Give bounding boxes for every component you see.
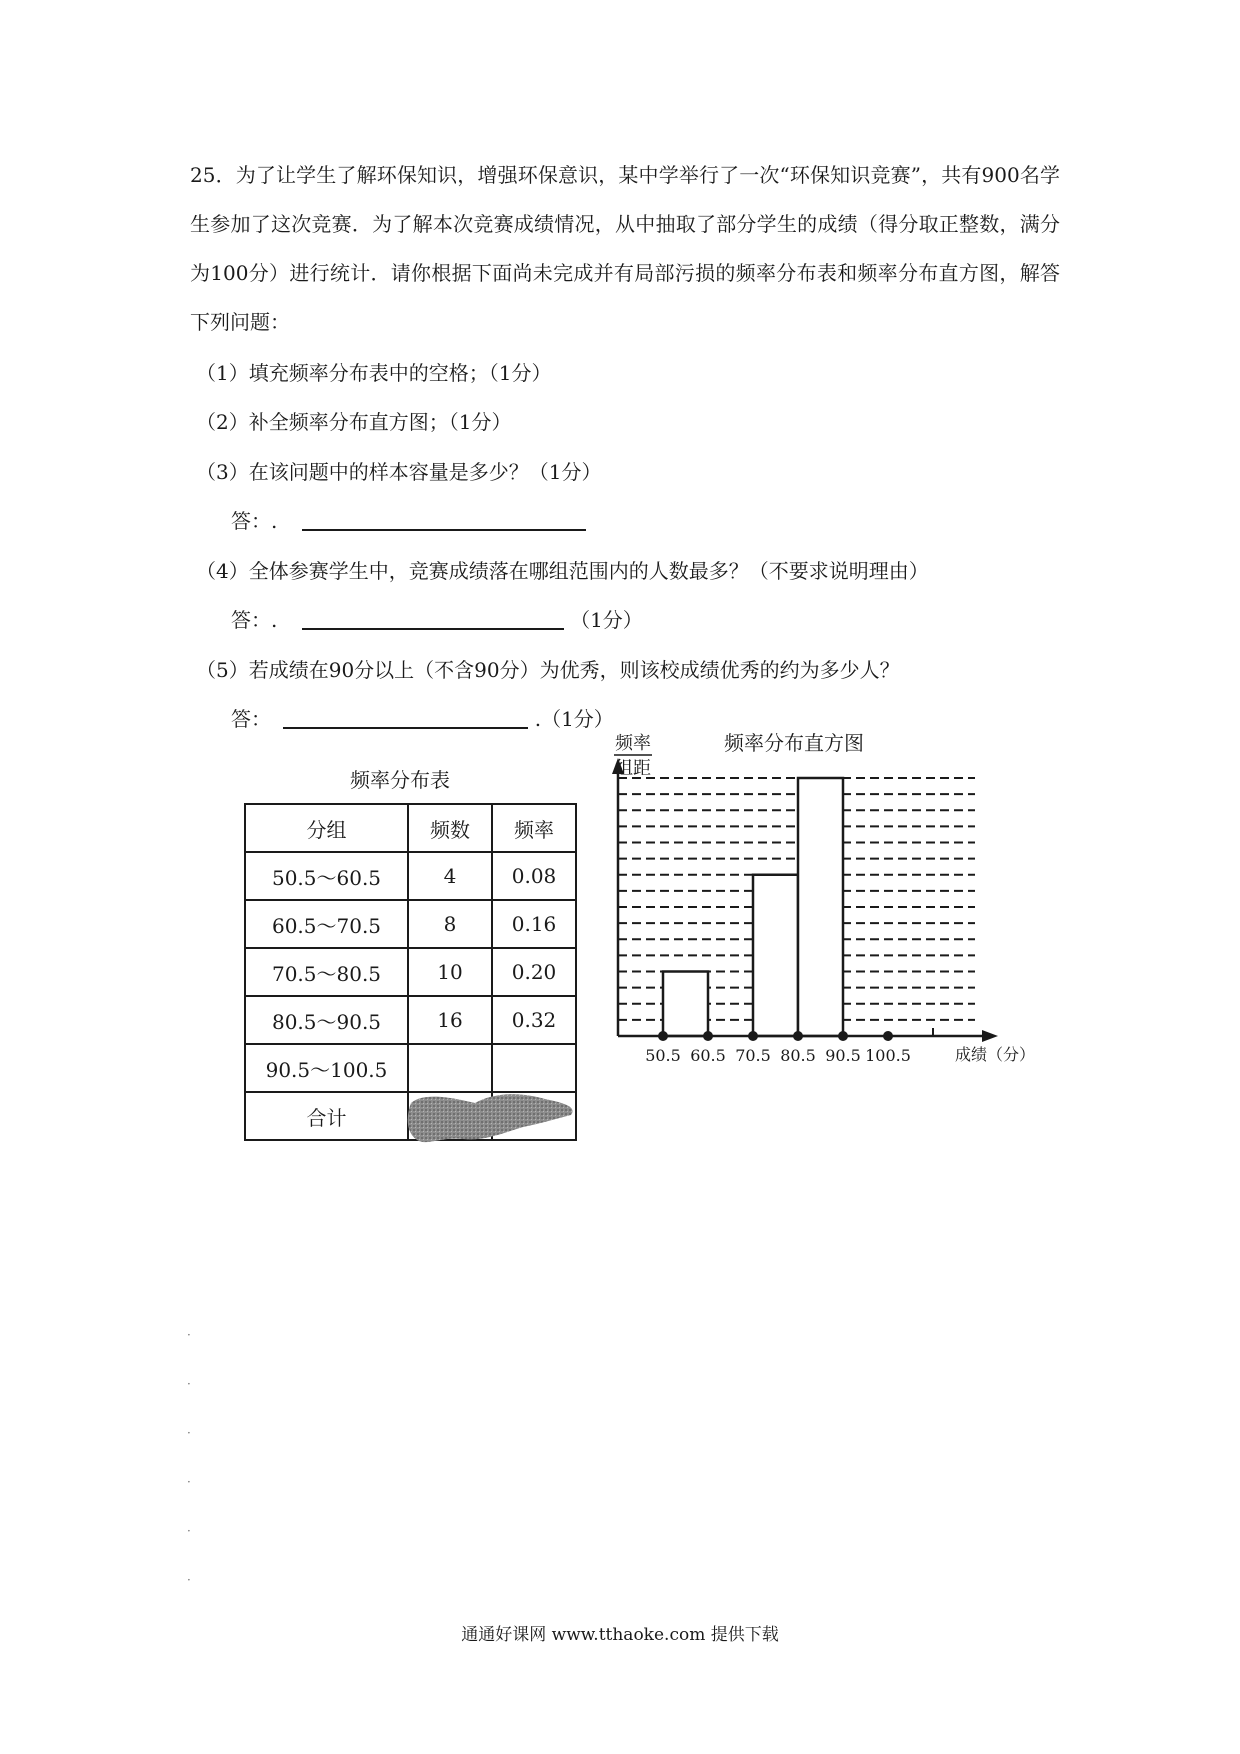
question-1: （1）填充频率分布表中的空格；（1分） <box>196 361 552 385</box>
cell-frequency: 0.16 <box>492 900 576 948</box>
question-5: （5）若成绩在90分以上（不含90分）为优秀，则该校成绩优秀的约为多少人？ <box>196 658 900 682</box>
x-tick-label: 60.5 <box>690 1046 726 1065</box>
y-label-denominator: 组距 <box>615 758 651 779</box>
x-tick-dot <box>658 1031 668 1041</box>
cell-count: 8 <box>408 900 492 948</box>
histogram-bar <box>798 778 843 1036</box>
header-group: 分组 <box>245 804 408 852</box>
question-3: （3）在该问题中的样本容量是多少？（1分） <box>196 460 602 484</box>
cell-count: 10 <box>408 948 492 996</box>
cell-count: 4 <box>408 852 492 900</box>
header-count: 频数 <box>408 804 492 852</box>
x-tick-label: 90.5 <box>825 1046 861 1065</box>
histogram-bar <box>663 972 708 1037</box>
margin-dot: · <box>187 1524 191 1538</box>
x-tick-label: 50.5 <box>645 1046 681 1065</box>
cell-group: 50.5～60.5 <box>245 852 408 900</box>
x-tick-label: 70.5 <box>735 1046 771 1065</box>
answer-5-suffix: .（1分） <box>534 707 614 731</box>
histogram-bar <box>753 875 798 1036</box>
answer-4-suffix: （1分） <box>570 608 643 632</box>
problem-intro: 25．为了让学生了解环保知识，增强环保意识，某中学举行了一次“环保知识竞赛”，共有900名学生参加了这次竞赛．为了解本次竞赛成绩情况，从中抽取了部分学生的成绩（得分取正整数，满分为100分）进行统计．请你根据下面尚未完成并有局部污损的频率分布表和频率分布直方图，解答下列问题： <box>190 163 1060 334</box>
answer-3-prefix: 答：. <box>231 509 278 533</box>
cell-group: 70.5～80.5 <box>245 948 408 996</box>
x-tick-dot <box>748 1031 758 1041</box>
x-tick-dot <box>883 1031 893 1041</box>
cell-frequency: 0.32 <box>492 996 576 1044</box>
cell-total-label: 合计 <box>245 1092 408 1140</box>
x-axis-arrow <box>982 1030 998 1042</box>
cell-group: 60.5～70.5 <box>245 900 408 948</box>
x-tick-dot <box>703 1031 713 1041</box>
cell-frequency: 0.08 <box>492 852 576 900</box>
question-2: （2）补全频率分布直方图；（1分） <box>196 410 512 434</box>
margin-dot: · <box>187 1475 191 1489</box>
cell-group: 80.5～90.5 <box>245 996 408 1044</box>
page-footer: 通通好课网 www.tthaoke.com 提供下载 <box>461 1625 779 1645</box>
x-tick-dot <box>793 1031 803 1041</box>
margin-dot: · <box>187 1377 191 1391</box>
x-tick-label: 100.5 <box>865 1046 911 1065</box>
margin-dot: · <box>187 1573 191 1587</box>
header-frequency: 频率 <box>492 804 576 852</box>
cell-count: 16 <box>408 996 492 1044</box>
x-tick-label: 80.5 <box>780 1046 816 1065</box>
histogram-title: 频率分布直方图 <box>724 731 864 755</box>
margin-dot: · <box>187 1426 191 1440</box>
answer-5-prefix: 答： <box>231 707 271 731</box>
x-axis-label: 成绩（分） <box>955 1045 1036 1064</box>
cell-frequency: 0.20 <box>492 948 576 996</box>
cell-group: 90.5～100.5 <box>245 1044 408 1092</box>
margin-dot: · <box>187 1328 191 1342</box>
question-4: （4）全体参赛学生中，竞赛成绩落在哪组范围内的人数最多？（不要求说明理由） <box>196 559 929 583</box>
answer-4-prefix: 答：. <box>231 608 278 632</box>
x-tick-dot <box>838 1031 848 1041</box>
y-label-numerator: 频率 <box>615 733 651 754</box>
table-title: 频率分布表 <box>350 768 450 792</box>
